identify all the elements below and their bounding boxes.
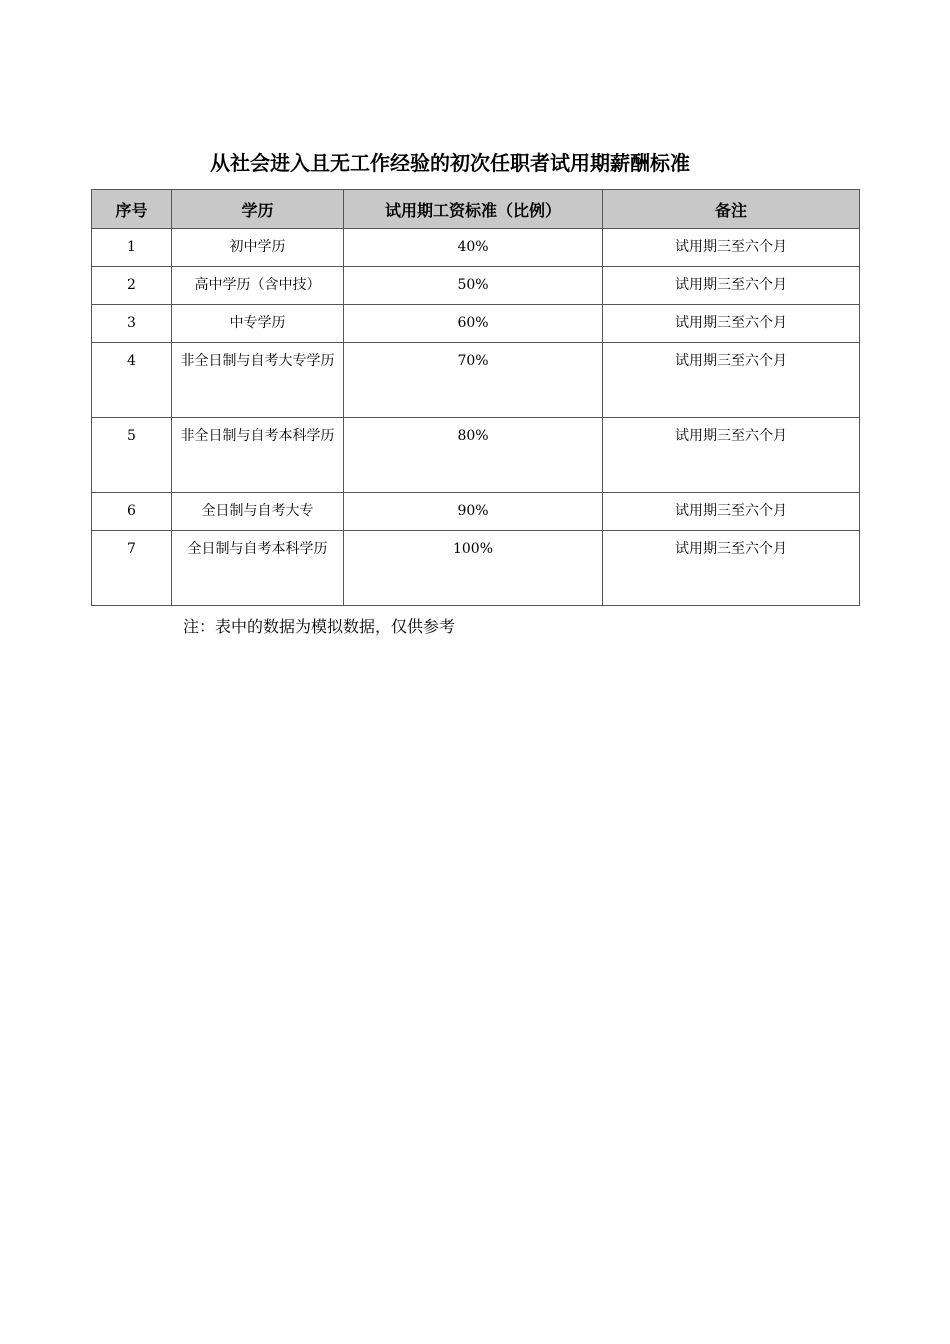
cell-number: 2 [92, 267, 172, 305]
cell-ratio: 90% [344, 493, 603, 531]
header-number: 序号 [92, 190, 172, 229]
cell-ratio: 50% [344, 267, 603, 305]
cell-remark: 试用期三至六个月 [603, 229, 860, 267]
cell-education: 高中学历（含中技） [172, 267, 344, 305]
cell-ratio: 40% [344, 229, 603, 267]
cell-remark: 试用期三至六个月 [603, 493, 860, 531]
cell-remark: 试用期三至六个月 [603, 418, 860, 493]
cell-education: 非全日制与自考大专学历 [172, 343, 344, 418]
cell-remark: 试用期三至六个月 [603, 305, 860, 343]
salary-standard-table [91, 189, 860, 606]
cell-education: 全日制与自考本科学历 [172, 531, 344, 606]
table-row [92, 531, 860, 606]
table-footnote: 注：表中的数据为模拟数据，仅供参考 [183, 617, 456, 636]
header-probation-ratio: 试用期工资标准（比例） [344, 190, 603, 229]
cell-remark: 试用期三至六个月 [603, 531, 860, 606]
cell-ratio: 60% [344, 305, 603, 343]
table-header-row [92, 190, 860, 229]
table-row [92, 305, 860, 343]
table-row [92, 343, 860, 418]
cell-education: 全日制与自考大专 [172, 493, 344, 531]
cell-remark: 试用期三至六个月 [603, 343, 860, 418]
table-row [92, 418, 860, 493]
cell-number: 3 [92, 305, 172, 343]
header-education: 学历 [172, 190, 344, 229]
document-title: 从社会进入且无工作经验的初次任职者试用期薪酬标准 [210, 151, 690, 175]
table-row [92, 493, 860, 531]
cell-ratio: 80% [344, 418, 603, 493]
cell-education: 中专学历 [172, 305, 344, 343]
cell-number: 5 [92, 418, 172, 493]
cell-ratio: 100% [344, 531, 603, 606]
cell-number: 1 [92, 229, 172, 267]
cell-remark: 试用期三至六个月 [603, 267, 860, 305]
cell-ratio: 70% [344, 343, 603, 418]
cell-education: 非全日制与自考本科学历 [172, 418, 344, 493]
header-remark: 备注 [603, 190, 860, 229]
cell-education: 初中学历 [172, 229, 344, 267]
cell-number: 6 [92, 493, 172, 531]
cell-number: 7 [92, 531, 172, 606]
cell-number: 4 [92, 343, 172, 418]
table-row [92, 267, 860, 305]
table-row [92, 229, 860, 267]
